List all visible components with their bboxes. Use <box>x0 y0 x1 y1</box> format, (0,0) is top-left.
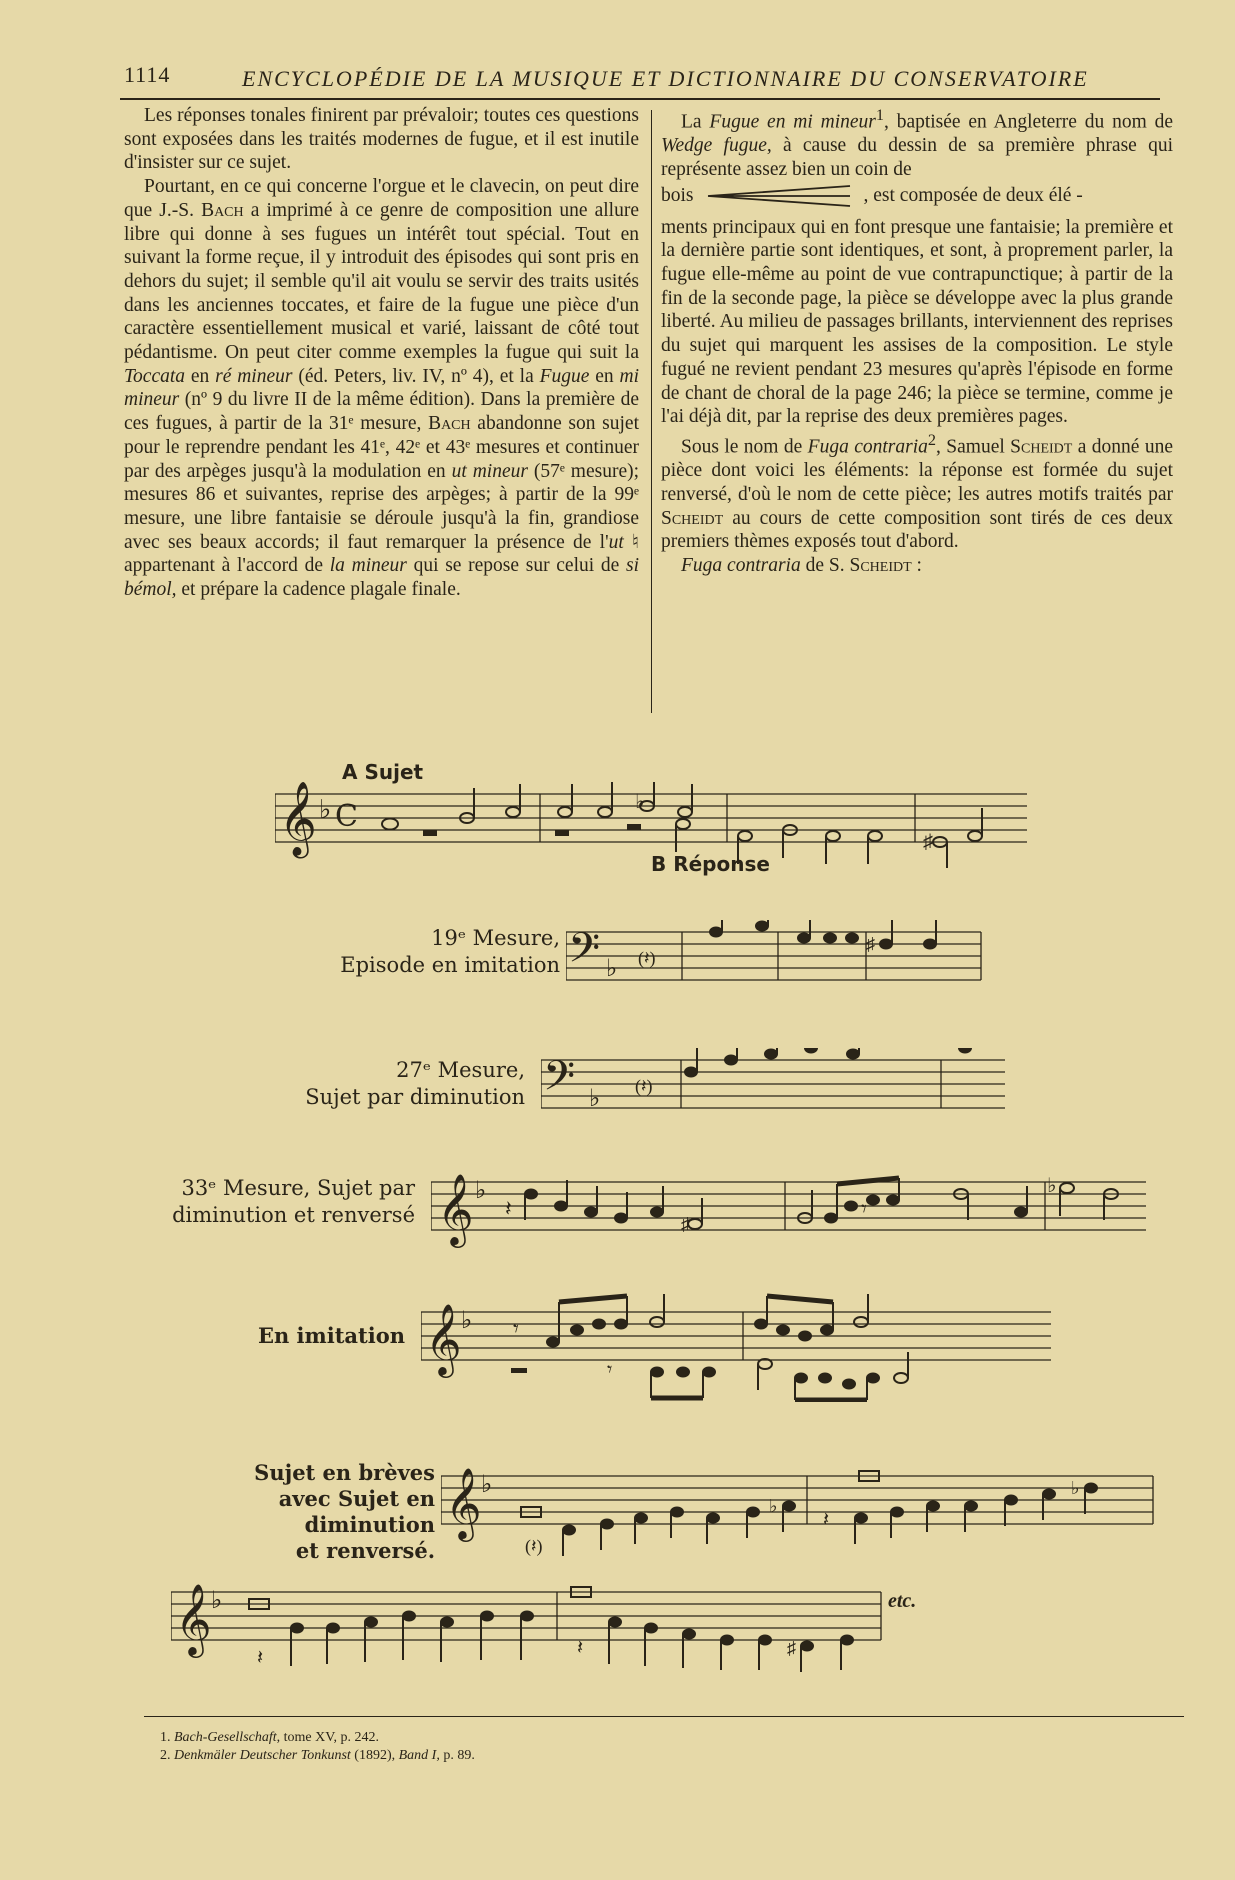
svg-text:♯: ♯ <box>866 934 875 954</box>
svg-text:♭: ♭ <box>211 1588 223 1614</box>
wedge-right-text: , est composée de deux élé - <box>863 184 1083 206</box>
svg-text:♭: ♭ <box>589 1086 601 1112</box>
svg-text:♭: ♭ <box>606 956 618 982</box>
right-paragraph-3: Fuga contraria de S. Scheidt : <box>681 554 922 576</box>
staff-19e-mesure <box>566 920 986 1000</box>
svg-text:♭: ♭ <box>319 795 332 824</box>
label-a-sujet: A Sujet <box>342 760 424 784</box>
wedge-figure-line <box>661 184 1173 208</box>
svg-text:𝄽: 𝄽 <box>257 1647 264 1669</box>
svg-text:♭: ♭ <box>1071 1478 1080 1498</box>
right-column <box>661 104 1173 578</box>
svg-text:♭: ♭ <box>769 1496 778 1516</box>
staff-en-imitation <box>421 1292 1061 1402</box>
label-en-imitation: En imitation <box>257 1323 405 1348</box>
label-19e-mesure: 19ᵉ Mesure, Episode en imitation <box>340 926 560 977</box>
svg-text:𝄢: 𝄢 <box>568 924 601 982</box>
page-number: 1114 <box>124 62 171 87</box>
svg-text:𝄽: 𝄽 <box>577 1637 584 1659</box>
svg-text:♯: ♯ <box>787 1638 796 1658</box>
left-paragraph-1: Les réponses tonales finirent par prévaloir; toutes ces questions sont exposées dans les traités modernes de fugue, et il est inutile d'insister sur ce sujet. <box>124 105 639 174</box>
right-paragraph-1-cont: ments principaux qui en font presque une fantaisie; la première et la dernière partie sont identiques, et sont, à proprement parler, la fugue elle-même au point de vue contrapunctique; à partir de la fin de la seconde page, la pièce se développe avec la plus grande liberté. Au milieu de passages brillants, interviennent des reprises du sujet qui marquent les assises de la composition. Le style fugué ne revient pendant 23 mesures qu'après l'épisode en forme de chant de choral de la page 246; la pièce se termine, comme je l'ai déjà dit, par la reprise des deux premières pages. <box>661 216 1173 428</box>
svg-text:𝄞: 𝄞 <box>445 1466 482 1539</box>
right-paragraph-1: La Fugue en mi mineur$^1$, baptisée en Angleterre du nom de Wedge fugue, à cause du dessin de sa première phrase qui représente assez bien un coin de <box>661 106 1173 180</box>
svg-text:(𝄽): (𝄽) <box>525 1536 543 1556</box>
svg-text:♯: ♯ <box>681 1214 690 1234</box>
right-paragraph-2: Sous le nom de Fuga contraria$^2$, Samuel Scheidt a donné une pièce dont voici les éléments: la réponse est formée du sujet renversé, d'où le nom de cette pièce; les autres motifs traités par Scheidt au cours de cette composition sont tirés de ces deux premiers thèmes exposés tout d'abord. <box>661 430 1173 553</box>
wedge-icon <box>704 184 854 208</box>
svg-text:𝄞: 𝄞 <box>425 1302 462 1375</box>
staff-27e-mesure <box>541 1048 1011 1128</box>
page-header <box>120 60 1160 100</box>
svg-text:♭: ♭ <box>1047 1175 1057 1197</box>
svg-text:𝄢: 𝄢 <box>543 1052 576 1110</box>
svg-text:𝄾: 𝄾 <box>861 1196 867 1221</box>
svg-text:♭: ♭ <box>635 791 645 813</box>
left-column <box>124 104 639 602</box>
wedge-left-word: bois <box>661 184 694 206</box>
svg-text:𝄞: 𝄞 <box>437 1172 474 1245</box>
svg-text:♭: ♭ <box>481 1472 493 1498</box>
footnote-2: 2. Denkmäler Deutscher Tonkunst (1892), Band I, p. 89. <box>160 1748 475 1763</box>
svg-text:𝄞: 𝄞 <box>279 782 317 856</box>
footnote-ref-1: 1 <box>875 106 884 124</box>
label-27e-mesure: 27ᵉ Mesure, Sujet par diminution <box>305 1058 525 1109</box>
svg-text:𝄽: 𝄽 <box>823 1509 830 1531</box>
staff-sujet-en-breves-2 <box>171 1572 891 1682</box>
label-33e-mesure: 33ᵉ Mesure, Sujet par diminution et renversé <box>172 1176 415 1227</box>
svg-text:(𝄽): (𝄽) <box>638 948 656 968</box>
composer-name: Bach <box>201 199 244 221</box>
svg-text:𝄾: 𝄾 <box>513 1316 519 1341</box>
footnote-1: 1. Bach-Gesellschaft, tome XV, p. 242. <box>160 1730 380 1745</box>
svg-text:♭: ♭ <box>475 1178 487 1204</box>
label-sujet-en-breves: Sujet en brèves avec Sujet en diminution et renversé. <box>254 1460 435 1563</box>
svg-text:𝄽: 𝄽 <box>505 1196 512 1221</box>
svg-text:𝄞: 𝄞 <box>175 1582 212 1655</box>
etc-label: etc. <box>888 1590 917 1612</box>
label-b-reponse: B Réponse <box>651 852 770 876</box>
svg-text:♭: ♭ <box>461 1308 473 1334</box>
running-title: ENCYCLOPÉDIE DE LA MUSIQUE ET DICTIONNAIRE DU CONSERVATOIRE <box>242 66 1089 91</box>
column-divider <box>651 110 652 713</box>
staff-33e-mesure <box>431 1170 1151 1260</box>
svg-text:𝄾: 𝄾 <box>607 1359 613 1381</box>
footnotes <box>144 1716 1184 1765</box>
staff-sujet-en-breves-1 <box>441 1456 1161 1566</box>
svg-text:♯: ♯ <box>923 831 933 853</box>
svg-text:C: C <box>335 799 358 834</box>
left-paragraph-2: Pourtant, en ce qui concerne l'orgue et le clavecin, on peut dire que J.-S. Bach a imprimé à ce genre de composition une allure libre qui donne à ses fugues un intérêt tout spécial. Tout en suivant la forme reçue, il y introduit des épisodes qui sont pris en dehors du sujet; il semble qu'il ait voulu se servir des traits usités dans les anciennes toccates, et faire de la fugue une pièce d'un caractère essentiellement musical et varié, laissant de côté tout pédantisme. On peut citer comme exemples la fugue qui suit la Toccata en ré mineur (éd. Peters, liv. IV, nº 4), et la Fugue en mi mineur (nº 9 du livre II de la même édition). Dans la première de ces fugues, à partir de la 31ᵉ mesure, Bach abandonne son sujet pour le reprendre pendant les 41ᵉ, 42ᵉ et 43ᵉ mesures et continuer par des arpèges jusqu'à la modulation en ut mineur (57ᵉ mesure); mesures 86 et suivantes, reprise des arpèges; à partir de la 99ᵉ mesure, une libre fantaisie se déroule jusqu'à la fin, grandiose avec ses beaux accords; il faut remarquer la présence de l'ut ♮ appartenant à l'accord de la mineur qui se repose sur celui de si bémol, et prépare la cadence plagale finale. <box>124 176 640 601</box>
footnote-ref-2: 2 <box>927 430 937 449</box>
svg-text:(𝄽): (𝄽) <box>635 1076 653 1096</box>
